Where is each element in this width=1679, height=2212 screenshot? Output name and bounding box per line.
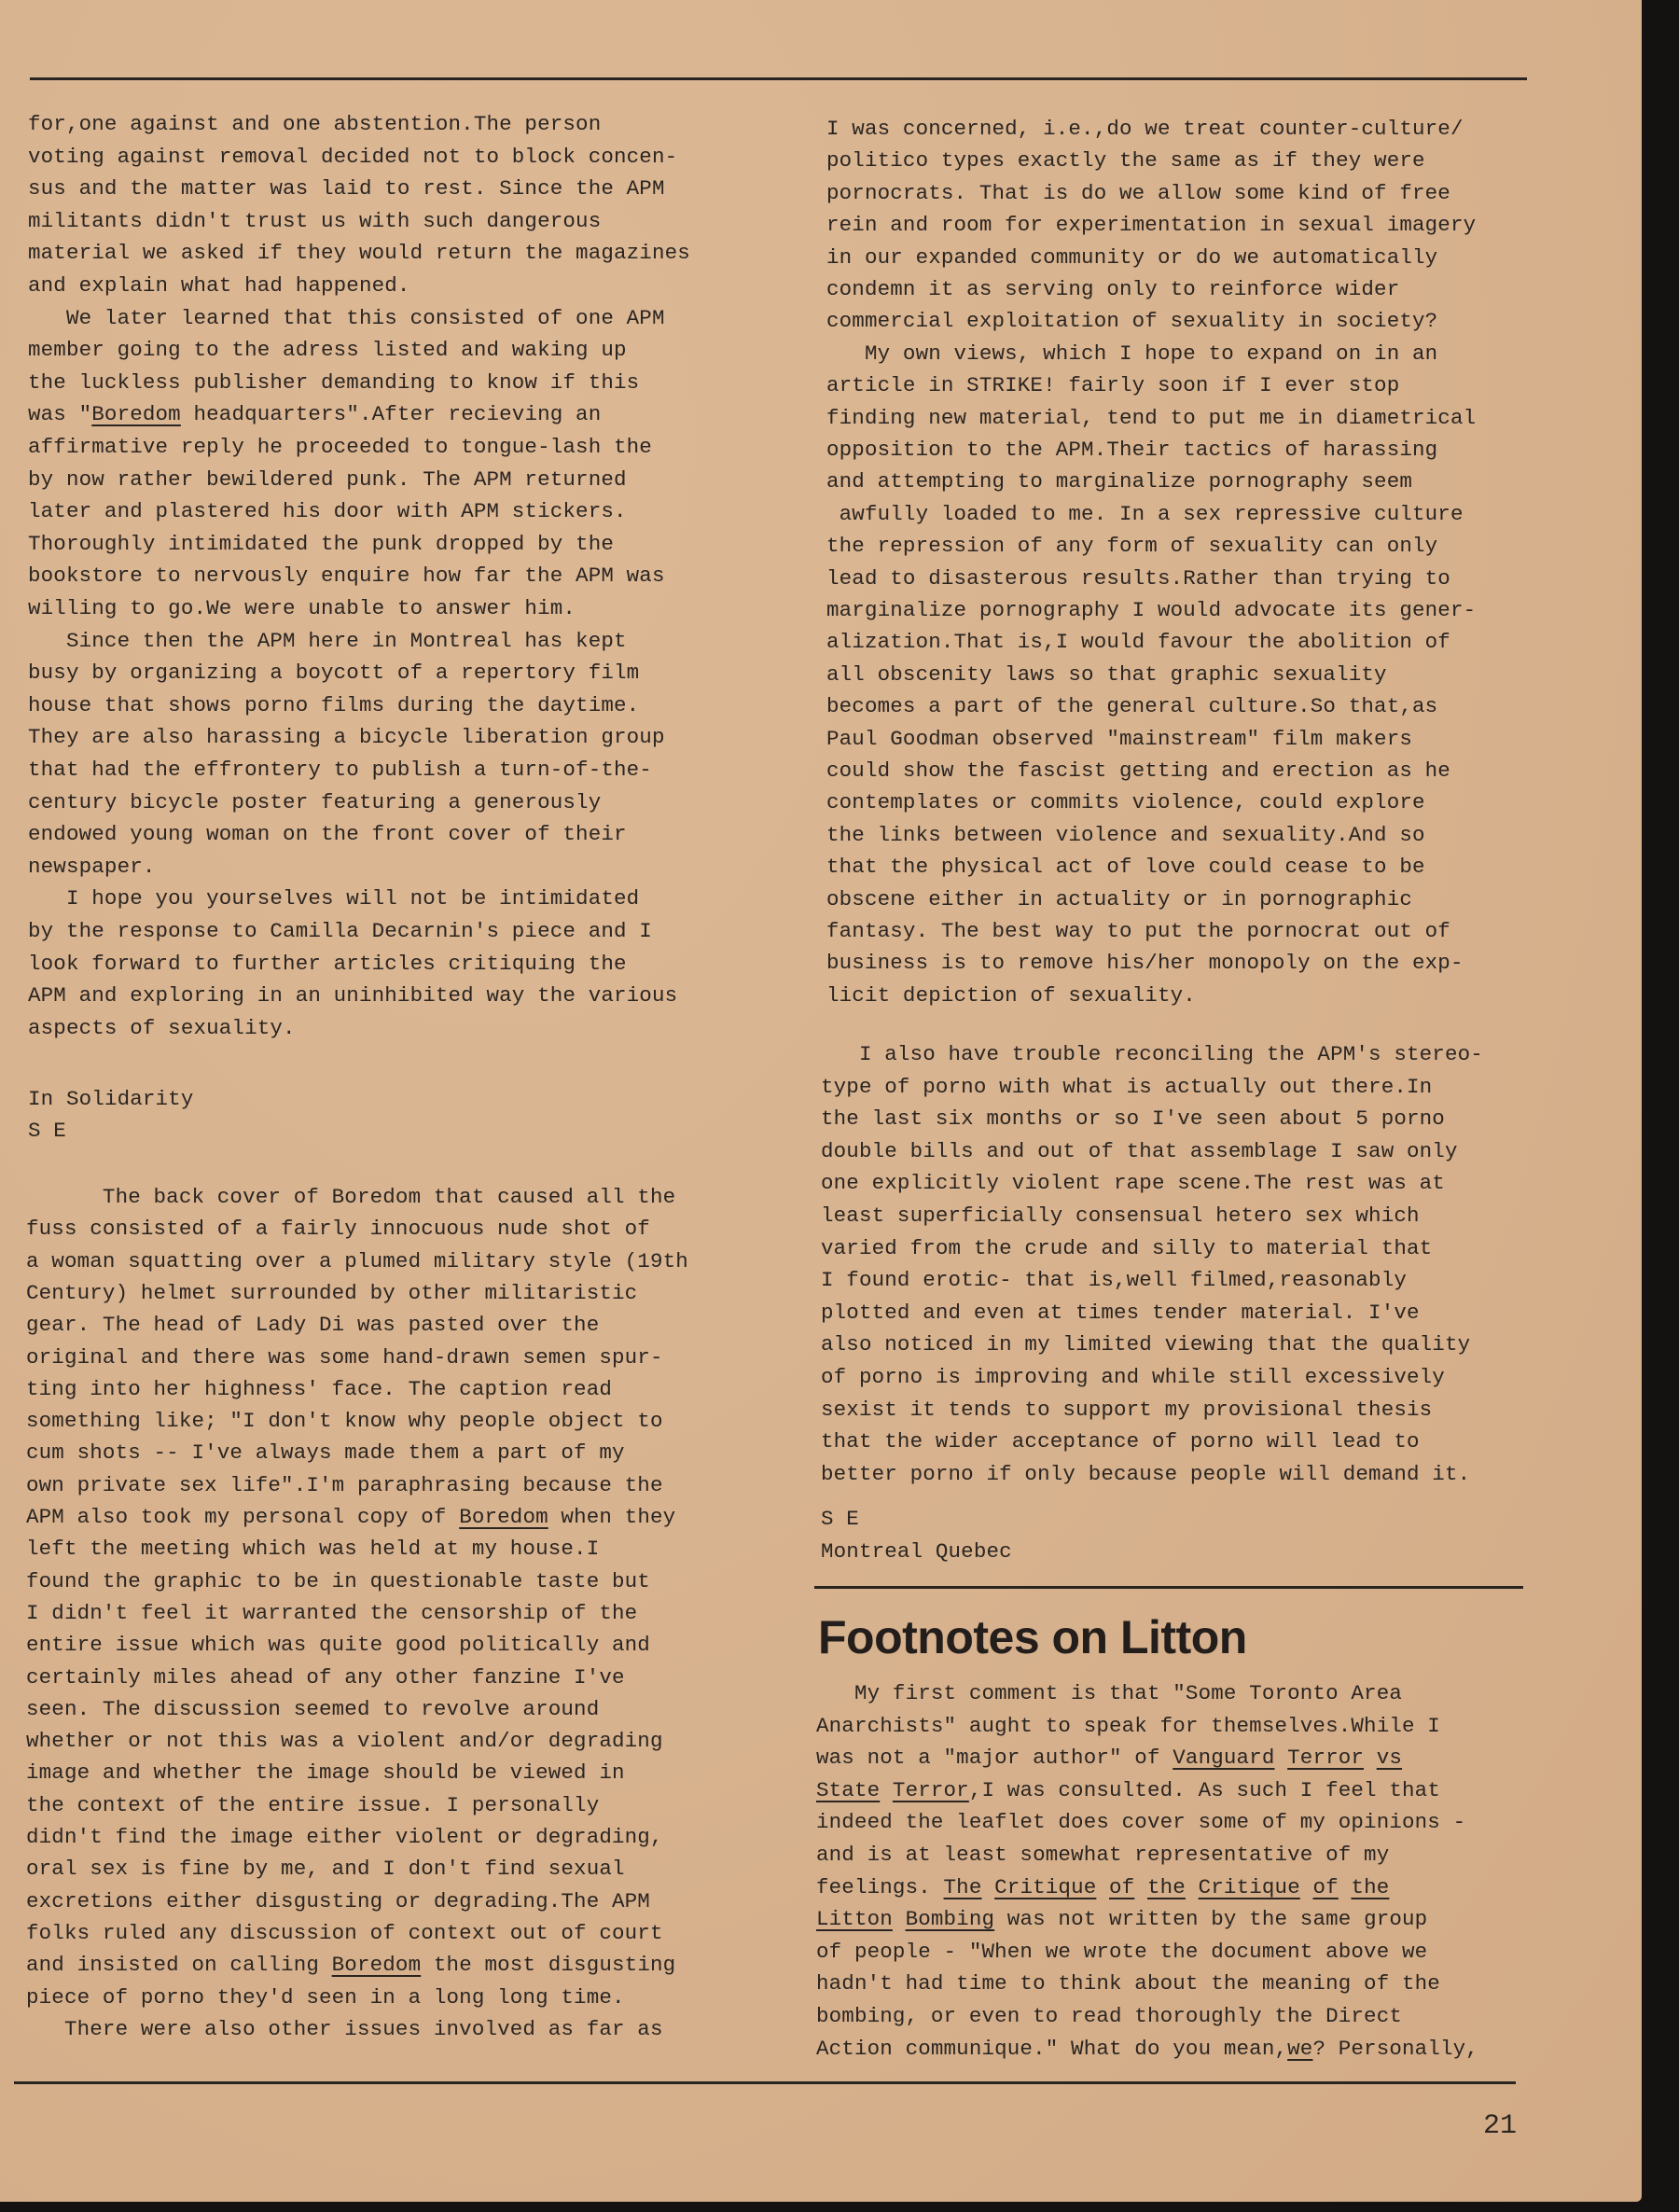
text-run: APM and exploring in an uninhibited way the various [28,983,678,1009]
article-line [816,1938,1427,1966]
text-run: own private sex life".I'm paraphrasing because the [26,1472,663,1497]
page-number: 21 [1483,2110,1518,2142]
text-run [893,1907,906,1931]
underlined-title: Boredom [331,1953,422,1978]
text-run: left the meeting which was held at my house.I [26,1537,600,1562]
text-run: piece of porno they'd seen in a long long time. [26,1984,625,2010]
text-run [1134,1875,1147,1899]
text-run: that the wider acceptance of porno will lead to [821,1429,1420,1454]
text-run: I was concerned, i.e.,do we treat counter-culture/ [826,117,1464,141]
body-line [28,239,690,267]
text-run: licit depiction of sexuality. [826,982,1196,1008]
body-line [821,1040,1483,1068]
text-run [982,1875,995,1899]
signoff-line: Montreal Quebec [821,1539,1012,1564]
text-run: endowed young woman on the front cover of their [28,822,627,847]
body-line [26,1631,650,1659]
text-run: excretions either disgusting or degrading.The APM [26,1888,650,1913]
text-run: Since then the APM here in Montreal has kept [28,628,627,653]
text-run: cum shots -- I've always made them a part of my [26,1440,625,1466]
body-line [28,304,665,332]
text-run: type of porno with what is actually out there.In [821,1074,1433,1099]
body-line [826,243,1437,271]
underlined-title: Boredom [91,402,181,427]
text-run: house that shows porno films during the daytime. [28,692,640,717]
text-run: pornocrats. That is do we allow some kind of free [826,180,1450,205]
text-run: entire issue which was quite good politically and [26,1633,650,1658]
body-line [26,1823,663,1851]
body-line [28,981,677,1009]
underlined-title: State [816,1777,881,1802]
text-run: later and plastered his door with APM stickers. [28,499,627,524]
article-line [816,1808,1465,1836]
text-run: headquarters".After recieving an [180,402,602,427]
text-run: the context of the entire issue. I personally [26,1792,600,1817]
text-run: business is to remove his/her monopoly on the exp- [826,951,1464,976]
body-line [826,146,1425,174]
body-line [28,433,652,461]
text-run: ,I was consulted. As such I feel that [968,1777,1440,1802]
text-run: ting into her highness' face. The caption read [26,1376,613,1401]
text-run: didn't find the image either violent or degrading, [26,1825,663,1849]
text-run [1186,1875,1199,1899]
text-run: and attempting to marginalize pornography seem [826,469,1413,494]
text-run: The back cover of Boredom that caused all the [26,1185,676,1209]
text-run: of porno is improving and while still excessively [821,1365,1445,1389]
body-line [26,1183,675,1211]
text-run: could show the fascist getting and erection as he [826,758,1450,783]
text-run: double bills and out of that assemblage I saw only [821,1138,1458,1163]
body-line [26,1695,599,1723]
body-line [821,1266,1407,1294]
body-line [28,336,627,364]
body-line [826,628,1450,656]
body-line [821,1363,1445,1391]
article-line [816,1905,1427,1933]
text-run: marginalize pornography I would advocate its gener- [826,598,1477,622]
body-line [26,1983,625,2011]
body-line [826,853,1425,881]
text-run: image and whether the image should be viewed in [26,1760,625,1786]
signoff-line: S E [821,1507,859,1531]
text-run: all obscenity laws so that graphic sexuality [826,661,1387,687]
underlined-title: the [1351,1874,1390,1899]
text-run: They are also harassing a bicycle liberation group [28,725,665,750]
text-run: politico types exactly the same as if they were [826,148,1425,174]
text-run: that had the effrontery to publish a turn-of-the- [28,758,652,782]
text-run: oral sex is fine by me, and I don't find sexual [26,1857,625,1882]
body-line [28,853,156,881]
body-line [28,110,601,138]
text-run: Paul Goodman observed "mainstream" film makers [826,726,1413,751]
text-run: something like; "I don't know why people object to [26,1409,663,1434]
text-run: folks ruled any discussion of context out of court [26,1920,663,1945]
text-run: Anarchists" aught to speak for themselves.While I [816,1713,1440,1738]
text-run: lead to disasterous results.Rather than trying to [826,565,1450,591]
body-line [26,1439,625,1467]
text-run: Action communique." What do you mean, [816,2036,1288,2061]
body-line [826,115,1464,143]
underlined-title: Litton [816,1907,893,1932]
article-line [816,1744,1402,1772]
body-line [28,562,665,590]
text-run: My own views, which I hope to expand on in an [826,341,1438,366]
body-line [821,1460,1470,1488]
underlined-title: The [943,1874,982,1899]
body-line [826,275,1399,303]
text-run: bombing, or even to read thoroughly the Direct [816,2004,1403,2028]
text-run: member going to the adress listed and waking up [28,338,627,363]
body-line [821,1137,1458,1165]
body-line [821,1427,1420,1455]
body-line [28,917,652,945]
body-line [26,1535,599,1563]
body-line [26,1855,625,1883]
text-run: hadn't had time to think about the meaning of the [816,1971,1440,1996]
text-run: look forward to further articles critiquing the [28,951,627,976]
text-run: when they [548,1505,676,1529]
body-line [26,1887,650,1915]
text-run: condemn it as serving only to reinforce wider [826,277,1400,301]
body-line [28,497,627,525]
body-line [26,1375,612,1403]
body-line [28,756,652,784]
body-line [826,404,1476,432]
text-run: affirmative reply he proceeded to tongue-lash the [28,435,652,459]
text-run: We later learned that this consisted of one APM [28,305,665,330]
text-run: a woman squatting over a plumed military style (19th [26,1248,688,1273]
underlined-title: of [1109,1874,1135,1899]
text-run: becomes a part of the general culture.So that,as [826,694,1438,719]
body-line [26,1247,688,1275]
article-line [816,2035,1478,2063]
body-line [26,1727,663,1755]
text-run: least superficially consensual hetero sex which [821,1203,1420,1228]
text-run: was " [28,402,92,427]
text-run: certainly miles ahead of any other fanzine I've [26,1664,625,1690]
text-run: the last six months or so I've seen about 5 porno [821,1106,1445,1132]
body-line [826,981,1196,1009]
text-run: I found erotic- that is,well filmed,reasonably [821,1268,1408,1293]
body-line [28,400,601,428]
body-line [826,949,1464,977]
text-run [1274,1746,1287,1770]
body-line [826,340,1437,368]
body-line [821,1169,1445,1197]
text-run: the luckless publisher demanding to know if this [28,369,640,395]
text-run: plotted and even at times tender material. I've [821,1300,1420,1325]
text-run: and insisted on calling [26,1953,332,1978]
text-run: gear. The head of Lady Di was pasted over the [26,1313,600,1338]
text-run: ? Personally, [1312,2036,1478,2061]
body-line [826,436,1437,464]
text-run: Thoroughly intimidated the punk dropped by the [28,531,615,556]
body-line [28,1014,296,1042]
body-line [26,1663,625,1691]
text-run: alization.That is,I would favour the abolition of [826,630,1450,655]
underlined-title: Critique [1198,1874,1300,1899]
text-run: busy by organizing a boycott of a repertory film [28,661,640,686]
body-line [26,1407,663,1435]
article-divider-rule [814,1586,1523,1589]
body-line [26,1311,599,1339]
text-run: century bicycle poster featuring a generously [28,789,602,814]
body-line [26,1599,637,1627]
body-line [26,1919,663,1947]
body-line [826,532,1437,560]
text-run: feelings. [816,1874,944,1899]
body-line [26,1503,675,1531]
body-line [26,1951,675,1979]
top-rule [30,77,1527,80]
signoff-line: In Solidarity [28,1087,194,1111]
body-line [26,1215,650,1243]
body-line [826,211,1476,239]
text-run: found the graphic to be in questionable taste but [26,1568,650,1593]
text-run: of people - "When we wrote the document above we [816,1939,1428,1964]
text-run: the repression of any form of sexuality can only [826,534,1438,559]
body-line [826,307,1437,335]
body-line [826,917,1450,945]
underlined-title: vs [1376,1746,1403,1771]
text-run: fuss consisted of a fairly innocuous nude shot of [26,1217,650,1242]
body-line [28,271,410,299]
text-run [1096,1875,1109,1899]
text-run: voting against removal decided not to block concen- [28,144,678,169]
text-run: APM also took my personal copy of [26,1505,460,1529]
text-run: also noticed in my limited viewing that the quality [821,1332,1471,1357]
text-run: and is at least somewhat representative of my [816,1843,1390,1867]
text-run: and explain what had happened. [28,273,410,298]
text-run: one explicitly violent rape scene.The rest was at [821,1171,1445,1196]
text-run: awfully loaded to me. In a sex repressive culture [826,501,1464,526]
body-line [28,723,665,751]
article-line [816,1841,1389,1869]
body-line [826,821,1425,849]
body-line [26,2015,663,2043]
article-line [816,1969,1440,1997]
body-line [26,1279,637,1307]
body-line [826,467,1412,495]
body-line [826,757,1450,785]
text-run: fantasy. The best way to put the pornocrat out of [826,919,1450,943]
body-line [821,1396,1432,1424]
text-run: There were also other issues involved as far as [26,2016,663,2041]
text-run: that the physical act of love could cease to be [826,855,1425,880]
body-line [26,1471,663,1499]
body-line [826,788,1425,816]
text-run: was not a "major author" of [816,1746,1173,1771]
body-line [821,1073,1432,1101]
text-run: commercial exploitation of sexuality in society? [826,309,1438,334]
text-run: better porno if only because people will demand it. [821,1461,1471,1486]
text-run: bookstore to nervously enquire how far the APM was [28,563,665,589]
body-line [28,174,665,202]
text-run: indeed the leaflet does cover some of my opinions - [816,1810,1466,1835]
text-run: whether or not this was a violent and/or degrading [26,1729,663,1754]
text-run: sus and the matter was laid to rest. Since the APM [28,176,665,202]
article-line [816,1873,1389,1901]
body-line [28,884,639,912]
text-run [880,1778,893,1802]
text-run: the links between violence and sexuality.And so [826,822,1425,847]
bottom-rule [14,2081,1516,2084]
text-run: the most disgusting [421,1953,676,1978]
body-line [26,1791,599,1819]
text-run: by the response to Camilla Decarnin's piece and I [28,919,652,943]
underlined-title: the [1147,1874,1186,1899]
article-heading: Footnotes on Litton [818,1611,1247,1663]
text-run [1339,1875,1352,1899]
underlined-title: Terror [1287,1746,1365,1771]
text-run: article in STRIKE! fairly soon if I ever stop [826,373,1400,398]
body-line [28,659,639,687]
text-run: by now rather bewildered punk. The APM returned [28,466,627,492]
text-run: seen. The discussion seemed to revolve around [26,1696,600,1721]
body-line [826,371,1399,399]
body-line [821,1330,1470,1358]
article-line [816,1712,1440,1740]
body-line [28,788,601,816]
underlined-title: Boredom [459,1505,548,1529]
text-run: rein and room for experimentation in sexual imagery [826,213,1477,238]
body-line [821,1202,1420,1230]
text-run: in our expanded community or do we automatically [826,244,1438,270]
text-run: militants didn't trust us with such dangerous [28,208,602,233]
text-run: sexist it tends to support my provisional thesis [821,1397,1433,1422]
body-line [826,661,1387,689]
body-line [28,627,627,655]
text-run: finding new material, tend to put me in diametrical [826,405,1477,430]
text-run: opposition to the APM.Their tactics of harassing [826,438,1438,462]
underlined-title: Critique [994,1874,1097,1899]
article-line [816,2002,1402,2030]
body-line [821,1105,1445,1133]
text-run: material we asked if they would return the magazines [28,241,690,266]
text-run: I hope you yourselves will not be intimidated [28,886,640,911]
text-run: original and there was some hand-drawn semen spur- [26,1344,663,1370]
text-run: obscene either in actuality or in pornographic [826,886,1413,911]
text-run: I didn't feel it warranted the censorship of the [26,1600,638,1625]
text-run: varied from the crude and silly to material that [821,1235,1433,1260]
body-line [826,564,1450,592]
text-run: willing to go.We were unable to answer him. [28,596,576,620]
body-line [826,692,1437,720]
signoff-line: S E [28,1119,66,1143]
body-line [826,725,1412,753]
body-line [28,691,639,719]
body-line [821,1299,1420,1327]
underlined-title: Vanguard [1173,1746,1275,1771]
article-line [816,1679,1402,1707]
text-run: I also have trouble reconciling the APM's stereo- [821,1042,1483,1066]
body-line [826,885,1412,913]
body-line [28,143,677,171]
text-run: My first comment is that "Some Toronto Area [816,1681,1403,1705]
body-line [26,1567,650,1595]
underlined-title: Bombing [905,1907,995,1932]
body-line [826,179,1450,207]
body-line [28,369,639,396]
article-line [816,1776,1440,1804]
text-run [1300,1875,1313,1899]
body-line [28,466,627,494]
text-run: for,one against and one abstention.The person [28,112,602,136]
text-run: Century) helmet surrounded by other militaristic [26,1280,638,1305]
body-line [28,207,601,235]
underlined-title: Terror [892,1777,969,1802]
text-run: aspects of sexuality. [28,1015,296,1040]
body-line [826,500,1464,528]
text-run [1364,1746,1377,1770]
text-run: contemplates or commits violence, could explore [826,790,1425,815]
body-line [28,820,627,848]
body-line [826,596,1476,624]
text-run: was not written by the same group [994,1907,1428,1932]
underlined-title: of [1312,1874,1339,1899]
body-line [821,1234,1432,1262]
body-line [28,950,627,978]
body-line [26,1759,625,1787]
underlined-title: we [1287,2036,1313,2061]
body-line [26,1343,663,1371]
text-run: newspaper. [28,854,156,879]
body-line [28,530,614,558]
body-line [28,594,576,622]
